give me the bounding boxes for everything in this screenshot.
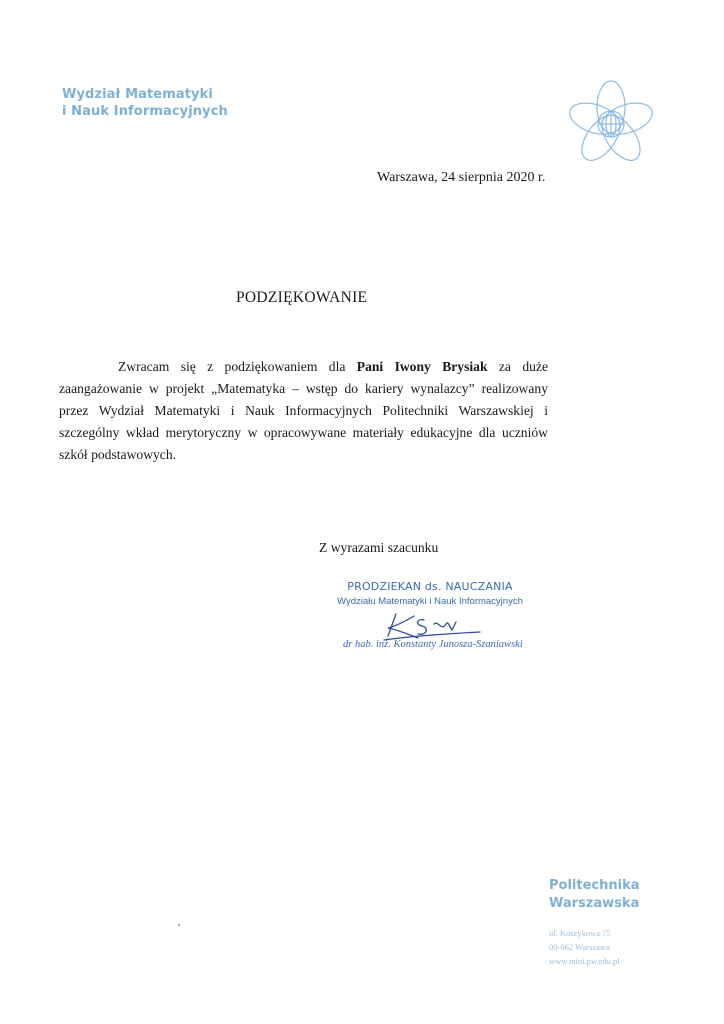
address-website: www.mini.pw.edu.pl xyxy=(549,956,620,966)
scan-speck xyxy=(178,924,180,926)
faculty-name-line2: i Nauk Informacyjnych xyxy=(62,104,228,119)
document-date: Warszawa, 24 sierpnia 2020 r. xyxy=(377,170,546,185)
stamp-title: PRODZIEKAN ds. NAUCZANIA xyxy=(347,580,513,593)
handwritten-signature xyxy=(382,610,482,642)
faculty-logo-icon xyxy=(566,79,656,169)
stamp-subtitle: Wydziału Matematyki i Nauk Informacyjnych xyxy=(337,596,523,607)
address-block xyxy=(549,926,620,968)
faculty-name-line1: Wydział Matematyki xyxy=(62,87,213,102)
official-stamp xyxy=(330,580,530,607)
address-city: 00-662 Warszawa xyxy=(549,942,610,952)
body-text: za duże zaangażowanie w projekt „Matematyka – wstęp do kariery wynalazcy” realizowany przez Wydział Matematyki i Nauk Informacyjnych Politechniki Warszawskiej i szczególny wkład merytoryczny w opracowywane materiały edukacyjne dla uczniów szkół podstawowych. xyxy=(59,359,548,462)
body-paragraph xyxy=(59,356,548,466)
body-intro: Zwracam się z podziękowaniem dla xyxy=(118,359,357,374)
address-street: ul. Koszykowa 75 xyxy=(549,928,611,938)
signatory-name: dr hab. inż. Konstanty Junosza-Szaniawski xyxy=(343,639,523,650)
document-title: PODZIĘKOWANIE xyxy=(236,289,368,306)
university-name-line2: Warszawska xyxy=(549,896,640,911)
university-name-line1: Politechnika xyxy=(549,878,640,893)
faculty-name xyxy=(62,86,228,120)
recipient-name: Pani Iwony Brysiak xyxy=(356,359,488,374)
document-body xyxy=(59,356,548,466)
university-name xyxy=(549,877,640,913)
closing-phrase: Z wyrazami szacunku xyxy=(319,540,439,555)
